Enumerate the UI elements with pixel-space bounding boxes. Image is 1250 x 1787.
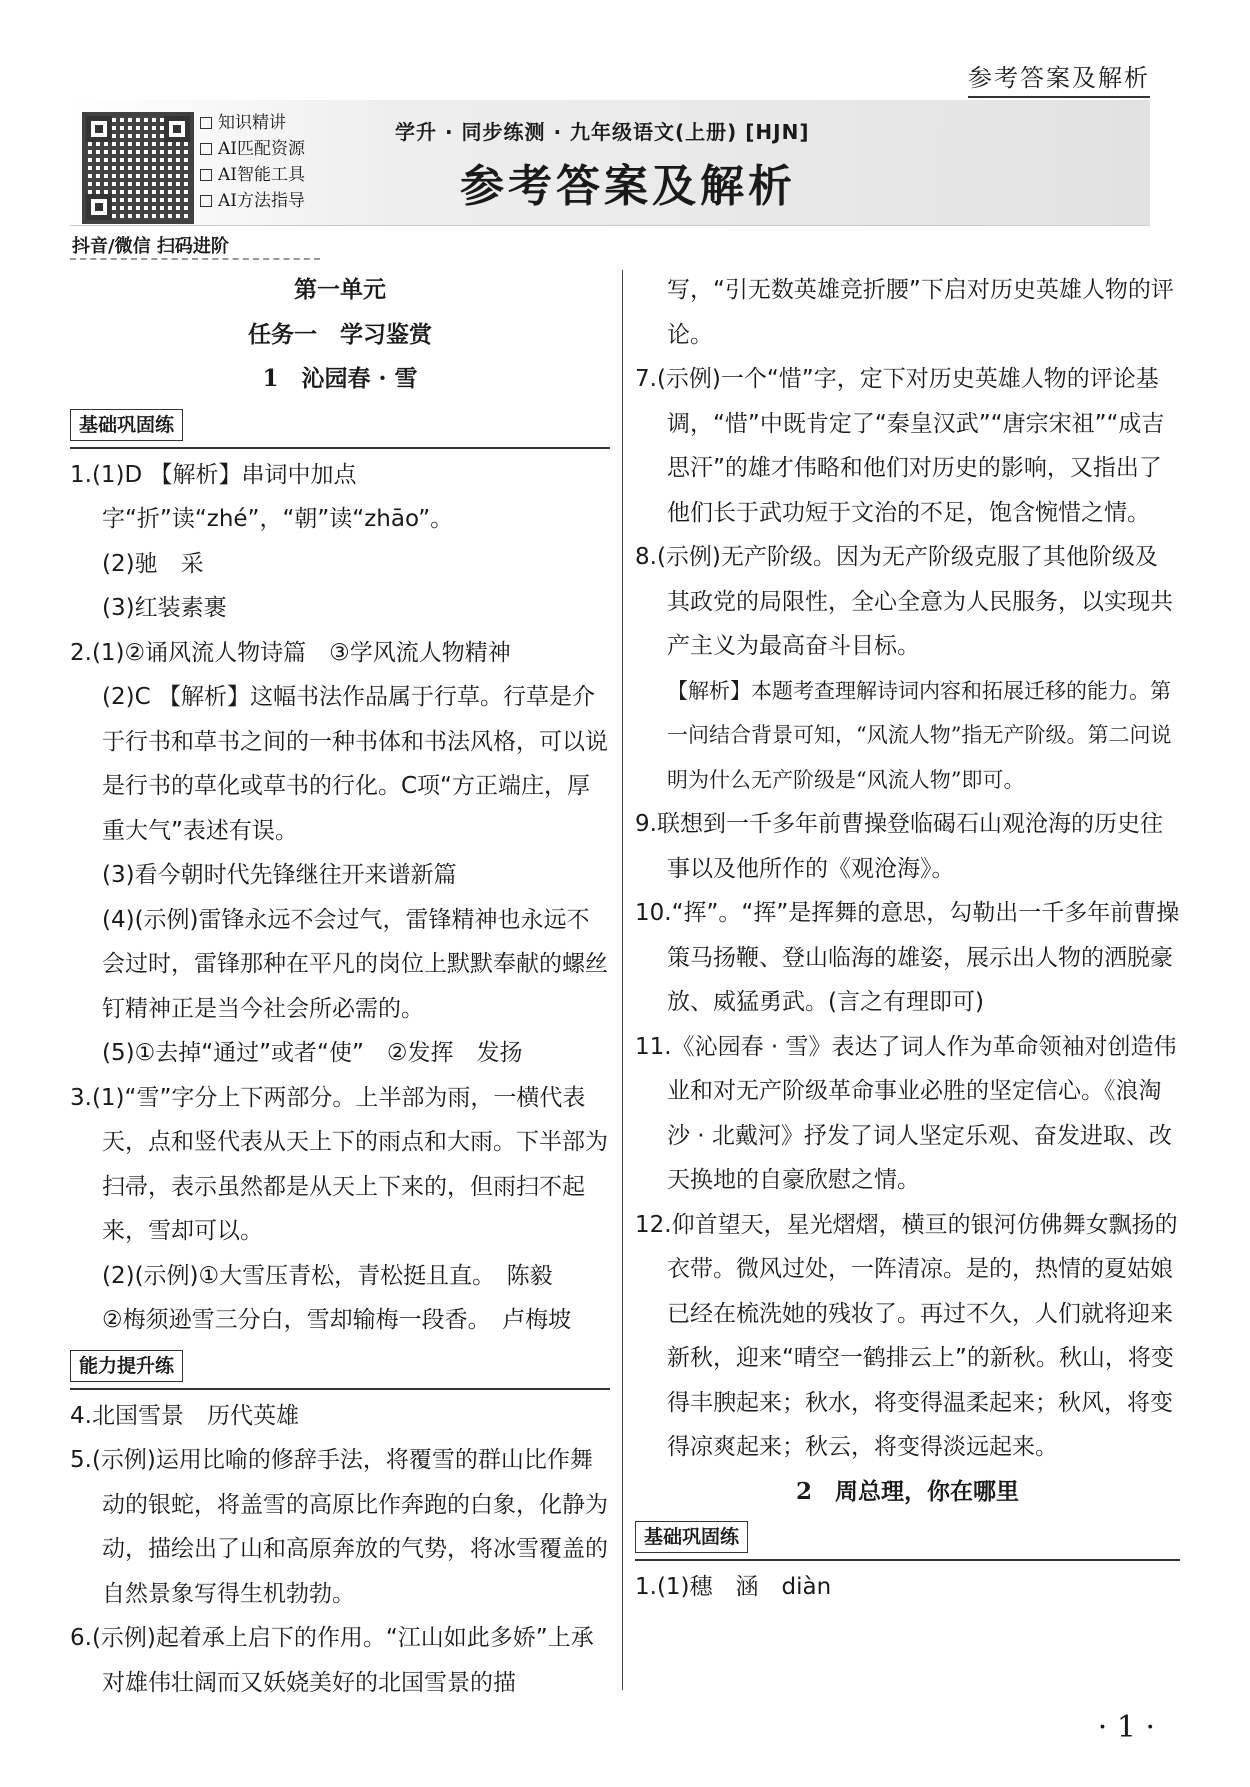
dashed-divider [70,258,320,260]
lesson-heading: 2 周总理，你在哪里 [795,1477,1019,1505]
corner-title: 参考答案及解析 [968,58,1150,98]
answer-item: 11.《沁园春 · 雪》表达了词人作为革命领袖对创造伟业和对无产阶级革命事业必胜的坚定信心。《浪淘沙 · 北戴河》抒发了词人坚定乐观、奋发进取、改天换地的自豪欣慰之情。 [635,1033,1177,1193]
feature-item: AI方法指导 [200,188,305,214]
answer-item: (4)(示例)雷锋永远不会过气，雷锋精神也永远不会过时，雷锋那种在平凡的岗位上默默奉献的螺丝钉精神正是当今社会所必需的。 [102,906,608,1022]
page-title: 参考答案及解析 [460,161,796,212]
answer-item: 3.(1)“雪”字分上下两部分。上半部为雨，一横代表天，点和竖代表从天上下的雨点和大雨。下半部为扫帚，表示虽然都是从天上下来的，但雨扫不起来，雪却可以。 [70,1084,608,1244]
answer-item: 12.仰首望天，星光熠熠，横亘的银河仿佛舞女飘扬的衣带。微风过处，一阵清凉。是的，热情的夏姑娘已经在梳洗她的残妆了。再过不久，人们就将迎来新秋，迎来“晴空一鹤排云上”的新秋。秋山，将变得丰腴起来；秋水，将变得温柔起来；秋风，将变得凉爽起来；秋云，将变得淡远起来。 [635,1211,1178,1460]
answer-item: (5)①去掉“通过”或者“使” ②发挥 发扬 [102,1040,523,1066]
feature-item: AI智能工具 [200,162,305,188]
answer-item: 5.(示例)运用比喻的修辞手法，将覆雪的群山比作舞动的银蛇，将盖雪的高原比作奔跑的白象，化静为动，描绘出了山和高原奔放的气势，将冰雪覆盖的自然景象写得生机勃勃。 [70,1447,608,1607]
answer-item: 1.(1)穗 涵 diàn [635,1574,832,1600]
answer-item: 4.北国雪景 历代英雄 [70,1402,299,1429]
task-heading: 任务一 学习鉴赏 [248,320,432,348]
feature-item: AI匹配资源 [200,136,305,162]
checkbox-icon [200,117,212,129]
checkbox-icon [200,169,212,181]
section-label: 基础巩固练 [70,409,183,441]
section-label: 基础巩固练 [635,1521,748,1553]
lesson-heading: 1 沁园春 · 雪 [262,365,418,392]
section-label: 能力提升练 [70,1350,183,1382]
answer-item: 8.(示例)无产阶级。因为无产阶级克服了其他阶级及其政党的局限性，全心全意为人民服务，以实现共产主义为最高奋斗目标。 [635,544,1173,659]
answer-item: 6.(示例)起着承上启下的作用。“江山如此多娇”上承对雄伟壮阔而又妖娆美好的北国雪景的描 [70,1625,594,1696]
answer-item: (2)C 【解析】这幅书法作品属于行草。行草是介于行书和草书之间的一种书体和书法风格，可以说是行书的草化或草书的行化。C项“方正端庄，厚重大气”表述有误。 [102,684,608,844]
answer-item: (2)(示例)①大雪压青松，青松挺且直。 陈毅 [102,1262,553,1289]
answer-item: ②梅须逊雪三分白，雪却输梅一段香。 卢梅坡 [102,1307,572,1333]
scan-prompt: 抖音/微信 扫码进阶 [72,236,229,257]
left-column [70,268,610,1705]
answer-item: 9.联想到一千多年前曹操登临碣石山观沧海的历史往事以及他所作的《观沧海》。 [635,811,1163,882]
right-column [635,268,1180,1610]
answer-item: (3)看今朝时代先锋继往开来谱新篇 [102,862,457,888]
unit-heading: 第一单元 [294,276,386,303]
answer-item: 7.(示例)一个“惜”字，定下对历史英雄人物的评论基调，“惜”中既肯定了“秦皇汉武”“唐宗宋祖”“成吉思汗”的雄才伟略和他们对历史的影响，又指出了他们长于武功短于文治的不足，饱含惋惜之情。 [635,366,1165,526]
book-title: 学升 · 同步练测 · 九年级语文(上册) [HJN] [395,120,810,144]
answer-item: 10.“挥”。“挥”是挥舞的意思，勾勒出一千多年前曹操策马扬鞭、登山临海的雄姿，展示出人物的洒脱豪放、威猛勇武。(言之有理即可) [635,900,1180,1015]
feature-list [200,110,305,214]
feature-item: 知识精讲 [200,110,305,136]
answer-item: (3)红装素裹 [102,595,227,621]
answer-item: 写，“引无数英雄竞折腰”下启对历史英雄人物的评论。 [667,277,1174,348]
page-number: · 1 · [1097,1710,1155,1745]
answer-item: 2.(1)②诵风流人物诗篇 ③学风流人物精神 [70,639,511,666]
analysis-text: 【解析】本题考查理解诗词内容和拓展迁移的能力。第一问结合背景可知，“风流人物”指无产阶级。第二问说明为什么无产阶级是“风流人物”即可。 [667,678,1172,792]
qr-code-icon[interactable] [82,112,194,224]
column-divider [622,270,623,1690]
checkbox-icon [200,143,212,155]
checkbox-icon [200,195,212,207]
answer-item: (2)驰 采 [102,550,204,577]
answer-item: 1.(1)D 【解析】串词中加点字“折”读“zhé”，“朝”读“zhāo”。 [70,461,454,532]
